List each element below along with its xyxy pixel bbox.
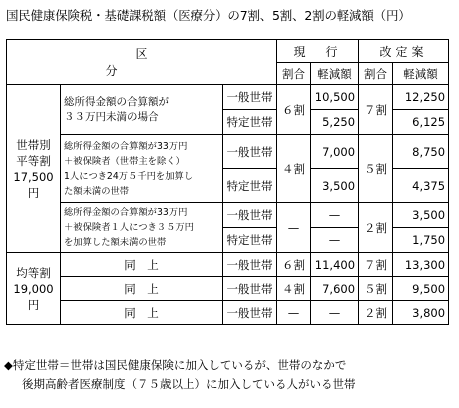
row6-revised-rate: ２割 (359, 301, 393, 325)
row1-current-specific: 5,250 (311, 110, 359, 135)
row3-revised-specific: 1,750 (393, 228, 449, 253)
row1-description: 総所得金額の合算額が ３３万円未満の場合 (61, 85, 223, 135)
row2-revised-specific: 4,375 (393, 169, 449, 203)
row3-revised-general: 3,500 (393, 203, 449, 228)
row3-revised-rate: ２割 (359, 203, 393, 253)
header-current: 現 行 (277, 40, 359, 63)
row3-type-specific: 特定世帯 (223, 228, 277, 253)
row4-current-amount: 11,400 (311, 253, 359, 277)
row4-description: 同 上 (61, 253, 223, 277)
row2-current-specific: 3,500 (311, 169, 359, 203)
row1-type-specific: 特定世帯 (223, 110, 277, 135)
row2-description: 総所得金額の合算額が33万円 ＋被保険者（世帯主を除く） 1人につき24万５千円を加算し た額未満の世帯 (61, 135, 223, 203)
row4-revised-amount: 13,300 (393, 253, 449, 277)
row6-type: 一般世帯 (223, 301, 277, 325)
footnote (4, 356, 356, 394)
row1-current-general: 10,500 (311, 85, 359, 110)
row1-type-general: 一般世帯 (223, 85, 277, 110)
row2-revised-general: 8,750 (393, 135, 449, 169)
row5-type: 一般世帯 (223, 277, 277, 301)
row2-current-general: 7,000 (311, 135, 359, 169)
header-revised-rate: 割合 (359, 63, 393, 85)
row3-current-rate: — (277, 203, 311, 253)
reduction-table (6, 39, 449, 325)
footnote-line-2: 後期高齢者医療制度（７５歳以上）に加入している人がいる世帯 (22, 377, 356, 391)
row1-revised-specific: 6,125 (393, 110, 449, 135)
row3-description: 総所得金額の合算額が33万円 ＋被保険者１人につき３５万円 を加算した額未満の世帯 (61, 203, 223, 253)
row4-type: 一般世帯 (223, 253, 277, 277)
row2-type-general: 一般世帯 (223, 135, 277, 169)
row3-current-general: — (311, 203, 359, 228)
row3-type-general: 一般世帯 (223, 203, 277, 228)
row1-revised-general: 12,250 (393, 85, 449, 110)
row4-revised-rate: ７割 (359, 253, 393, 277)
row2-current-rate: ４割 (277, 135, 311, 203)
row6-current-amount: — (311, 301, 359, 325)
row1-current-rate: ６割 (277, 85, 311, 135)
row5-current-rate: ４割 (277, 277, 311, 301)
page-title: 国民健康保険税・基礎課税額（医療分）の7割、5割、2割の軽減額（円） (6, 8, 411, 23)
section-per-capita: 均等割 19,000 円 (7, 253, 61, 325)
header-current-amount: 軽減額 (311, 63, 359, 85)
row2-revised-rate: ５割 (359, 135, 393, 203)
footnote-line-1: ◆特定世帯＝世帯は国民健康保険に加入しているが、世帯のなかで (4, 358, 347, 372)
header-revised: 改定案 (359, 40, 449, 63)
row5-revised-rate: ５割 (359, 277, 393, 301)
row6-current-rate: — (277, 301, 311, 325)
row6-description: 同 上 (61, 301, 223, 325)
row5-current-amount: 7,600 (311, 277, 359, 301)
row5-description: 同 上 (61, 277, 223, 301)
header-kubun: 区 分 (7, 40, 277, 85)
row2-type-specific: 特定世帯 (223, 169, 277, 203)
header-revised-amount: 軽減額 (393, 63, 449, 85)
header-current-rate: 割合 (277, 63, 311, 85)
section-per-household: 世帯別 平等割 17,500 円 (7, 85, 61, 253)
row1-revised-rate: ７割 (359, 85, 393, 135)
row6-revised-amount: 3,800 (393, 301, 449, 325)
row5-revised-amount: 9,500 (393, 277, 449, 301)
row3-current-specific: — (311, 228, 359, 253)
row4-current-rate: ６割 (277, 253, 311, 277)
